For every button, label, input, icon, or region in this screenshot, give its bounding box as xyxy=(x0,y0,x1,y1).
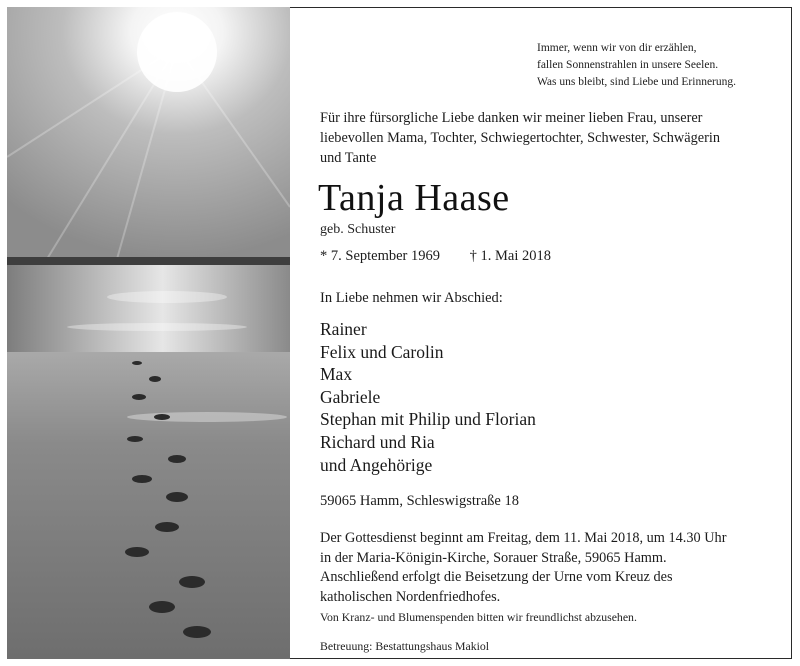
quote-line: Was uns bleibt, sind Liebe und Erinnerung. xyxy=(537,76,737,88)
mourner: Max xyxy=(320,364,353,385)
service-line: katholischen Nordenfriedhofes. xyxy=(320,588,501,605)
service-info xyxy=(320,529,726,607)
quote-line: Immer, wenn wir von dir erzählen, xyxy=(537,42,697,54)
thanks-line: und Tante xyxy=(320,150,377,166)
thanks-line: liebevollen Mama, Tochter, Schwiegertochter, Schwester, Schwägerin xyxy=(320,130,720,146)
family-address: 59065 Hamm, Schleswigstraße 18 xyxy=(320,493,519,509)
mourners-list xyxy=(320,318,536,476)
death-date: † 1. Mai 2018 xyxy=(469,248,551,264)
obituary-text xyxy=(320,0,780,666)
farewell-heading: In Liebe nehmen wir Abschied: xyxy=(320,290,503,306)
funeral-home: Betreuung: Bestattungshaus Makiol xyxy=(320,639,490,653)
deceased-name: Tanja Haase xyxy=(318,177,510,219)
service-line: Der Gottesdienst beginnt am Freitag, dem 11. Mai 2018, um 14.30 Uhr xyxy=(320,530,727,546)
birth-date: * 7. September 1969 xyxy=(320,248,441,264)
memorial-quote xyxy=(537,40,787,91)
birth-name: geb. Schuster xyxy=(320,222,396,237)
thanks-line: Für ihre fürsorgliche Liebe danken wir meiner lieben Frau, unserer xyxy=(320,110,703,126)
service-line: Anschließend erfolgt die Beisetzung der Urne vom Kreuz des xyxy=(320,569,673,585)
mourner: Gabriele xyxy=(320,386,381,407)
thanks-paragraph xyxy=(320,108,780,168)
donation-note: Von Kranz- und Blumenspenden bitten wir freundlichst abzusehen. xyxy=(320,610,637,624)
quote-line: fallen Sonnenstrahlen in unsere Seelen. xyxy=(537,59,719,71)
mourner: und Angehörige xyxy=(320,454,433,475)
mourner: Richard und Ria xyxy=(320,431,435,452)
mourner: Felix und Carolin xyxy=(320,341,444,362)
service-line: in der Maria-Königin-Kirche, Sorauer Straße, 59065 Hamm. xyxy=(320,549,667,566)
mourner: Rainer xyxy=(320,319,367,339)
mourner: Stephan mit Philip und Florian xyxy=(320,409,536,430)
sunset-beach-footprints-image xyxy=(7,7,290,659)
life-dates xyxy=(320,248,551,265)
